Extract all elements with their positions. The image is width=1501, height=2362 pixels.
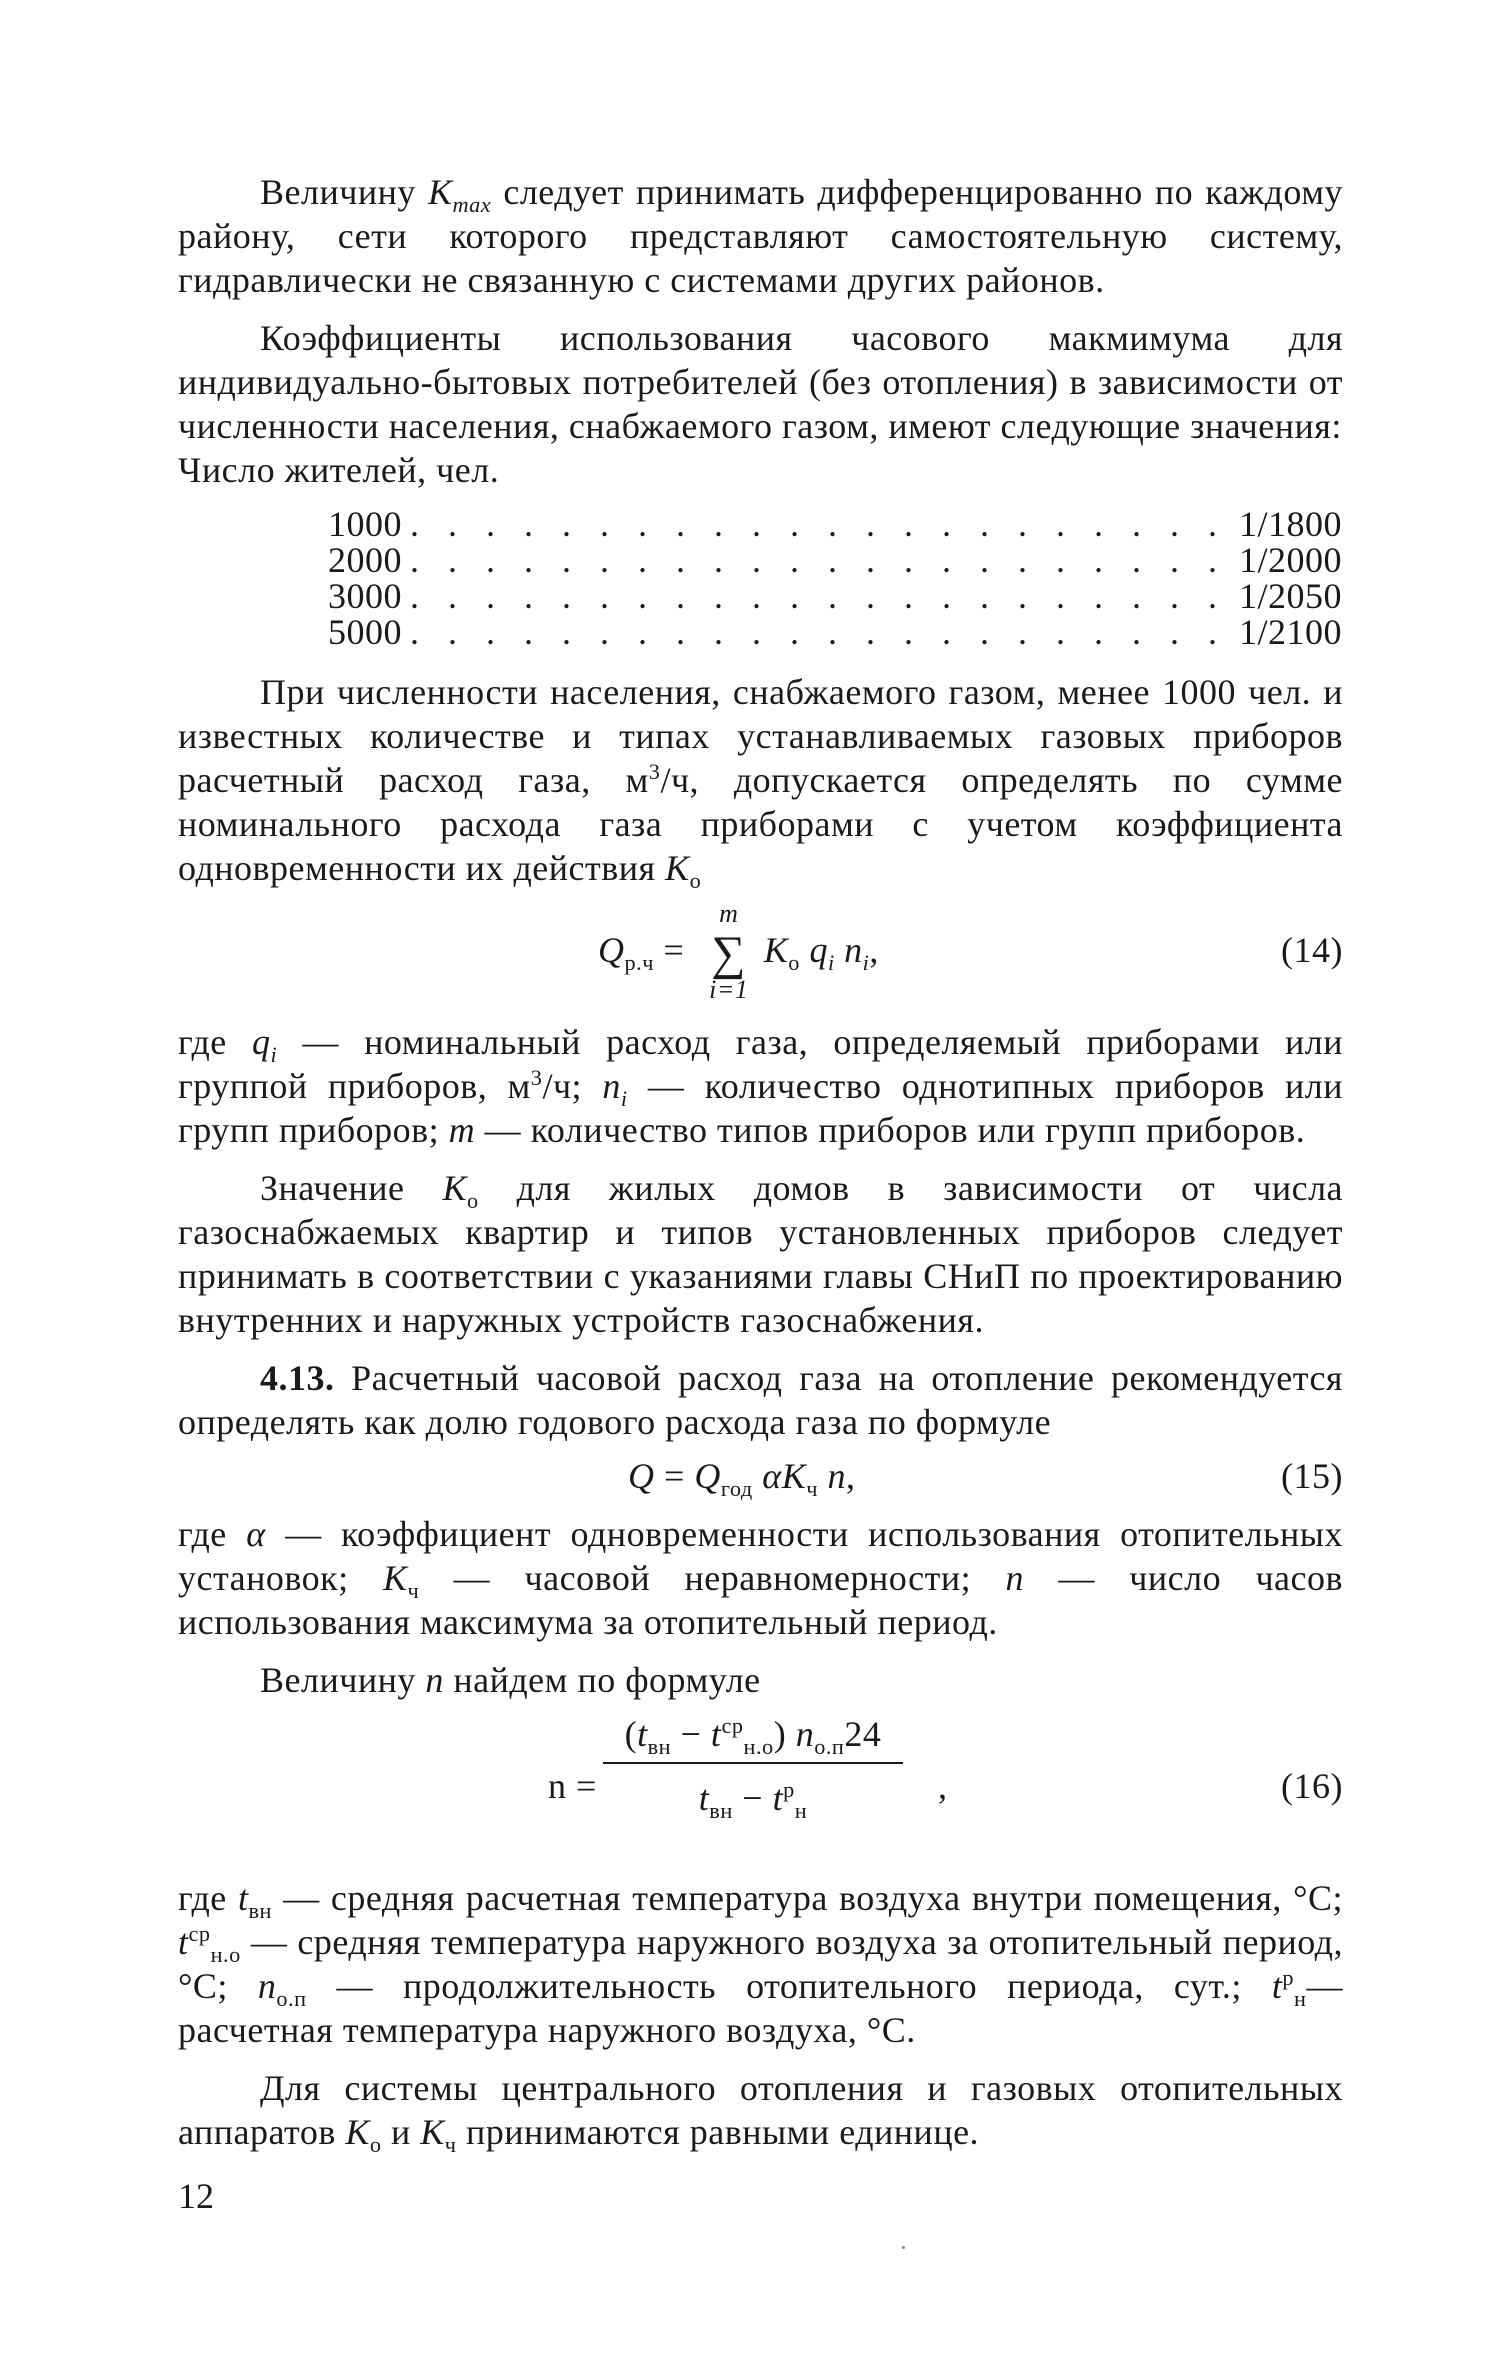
- formula-16-numerator: $(t_{вн} - t^{ср}_{н.о})$ $n_{о.п}24$: [624, 1713, 882, 1760]
- table-row: [328, 540, 1343, 580]
- formula-15-number: (15): [1281, 1456, 1343, 1496]
- table-row: [328, 504, 1343, 544]
- paragraph-where-tvn: где $t_{вн}$ — средняя расчетная температура воздуха внутри помещения, °С; $t^{ср}_{н.о}$ — средняя температура наружного воздуха за отопительный период, °С; $n_{о.п}$ — продолжительность отопительного периода, сут.; $t^р_н—$ расчетная температура наружного воздуха, °С.: [178, 1878, 1343, 2050]
- paragraph-ko-value: Значение $K_о$ для жилых домов в зависимости от числа газоснабжаемых квартир и типов установленных приборов следует принимать в соответствии с указаниями главы СНиП по проектированию внутренних и наружных устройств газоснабжения.: [178, 1168, 1344, 1340]
- residents-table: [328, 504, 1343, 652]
- formula-16-lhs: n =: [548, 1766, 597, 1806]
- row-dots: . . . . . . . . . . . . . . . . . . . . . .: [410, 612, 1227, 652]
- paragraph-coefficients: Коэффициенты использования часового макмимума для индивидуально-бытовых потребителей (без отопления) в зависимости от численности населения, снабжаемого газом, имеют следующие значения:: [178, 318, 1343, 446]
- paragraph-where-qi: где $q_i$ — номинальный расход газа, определяемый приборами или группой приборов, $м^3/ч$; $n_i$ — количество однотипных приборов или групп приборов; m — количество типов приборов или групп приборов.: [178, 1022, 1343, 1150]
- formula-16-denominator: $t_{вн} - t^р_н$: [698, 1777, 808, 1824]
- table-caption: Число жителей, чел.: [178, 450, 500, 490]
- row-count: 1000: [328, 504, 402, 544]
- table-row: [328, 576, 1343, 616]
- formula-16-fraction: [603, 1712, 903, 1824]
- page-body: [178, 170, 1344, 2158]
- paragraph-4-13: 4.13. Расчетный часовой расход газа на отопление рекомендуется определять как долю годового расхода газа по формуле: [178, 1358, 1343, 1442]
- table-row: [328, 612, 1343, 652]
- formula-14-expression: $Q_{р.ч}$ = m ∑ i=1 $K_о$ $q_i$ $n_i$,: [598, 898, 879, 1004]
- row-value: 1/1800: [1239, 504, 1343, 544]
- formula-15: [178, 1448, 1343, 1508]
- sum-symbol: m ∑ i=1: [709, 898, 749, 1004]
- paragraph-small-population: При численности населения, снабжаемого газом, менее 1000 чел. и известных количестве и типах устанавливаемых газовых приборов расчетный расход газа, $м^3/ч$, допускается определять по сумме номинального расхода газа приборами с учетом коэффициента одновременности их действия $K_о$: [178, 672, 1344, 894]
- paragraph-where-alpha: где α — коэффициент одновременности использования отопительных установок; $K_ч$ — часовой неравномерности; n — число часов использования максимума за отопительный период.: [178, 1514, 1344, 1642]
- row-value: 1/2100: [1239, 612, 1343, 652]
- row-count: 5000: [328, 612, 402, 652]
- row-value: 1/2000: [1239, 540, 1343, 580]
- page-number: 12: [178, 2176, 214, 2216]
- paragraph-n-value: Величину n найдем по формуле: [260, 1660, 761, 1700]
- paragraph-kmax: Величину $K_{max}$ следует принимать дифференцированно по каждому району, сети которого представляют самостоятельную систему, гидравлически не связанную с системами других районов.: [178, 172, 1343, 300]
- row-dots: . . . . . . . . . . . . . . . . . . . . . .: [410, 576, 1227, 616]
- formula-14-number: (14): [1281, 930, 1343, 970]
- formula-16: n = $(t_{вн} - t^{ср}_{н.о})$ $n_{о.п}24$ $t_{вн} - t^р_н$ , (16): [548, 1713, 1343, 1824]
- row-value: 1/2050: [1239, 576, 1343, 616]
- formula-14: [178, 898, 1343, 1008]
- paragraph-central-heating: Для системы центрального отопления и газовых отопительных аппаратов $K_о$ и $K_ч$ принимаются равными единице.: [178, 2068, 1343, 2158]
- row-dots: . . . . . . . . . . . . . . . . . . . . . .: [410, 540, 1227, 580]
- row-count: 3000: [328, 576, 402, 616]
- row-dots: . . . . . . . . . . . . . . . . . . . . . .: [410, 504, 1227, 544]
- scan-speck: [902, 2246, 905, 2249]
- row-count: 2000: [328, 540, 402, 580]
- formula-15-expression: $Q = Q_{год}$ $\alpha K_ч$ n,: [628, 1456, 856, 1502]
- formula-16-number: (16): [1281, 1766, 1343, 1806]
